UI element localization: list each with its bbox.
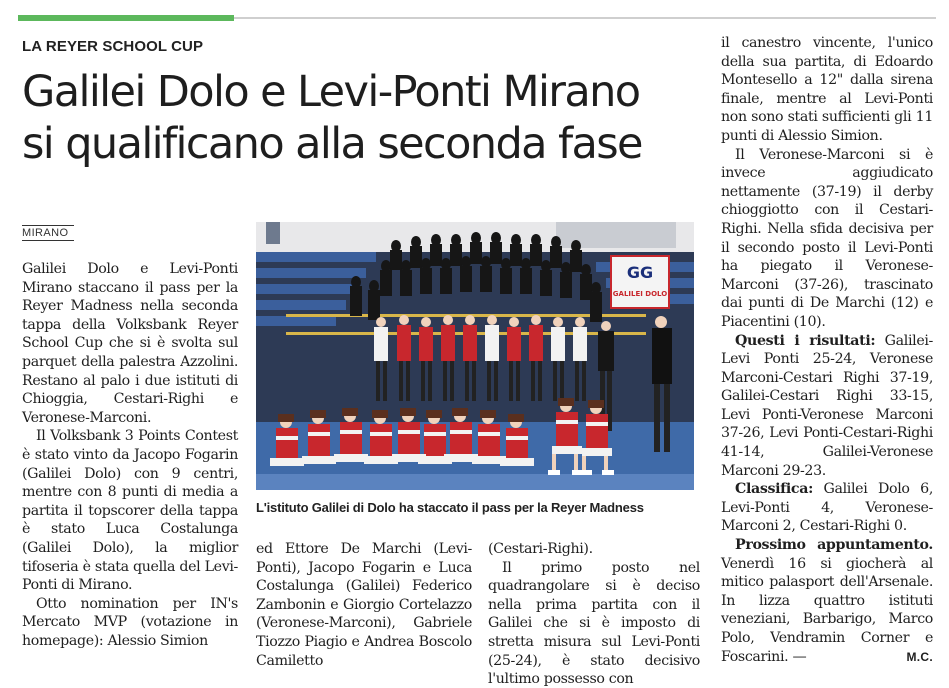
paragraph: Otto nomination per IN's Mercato MVP (votazione in homepage): Alessio Simion [22,595,238,649]
banner-text-1: GG [626,263,654,282]
results-label: Questi i risultati: [735,332,876,349]
photo-caption: L'istituto Galilei di Dolo ha staccato il pass per la Reyer Madness [256,500,644,515]
article-column-4 [721,34,933,666]
paragraph: il canestro vincente, l'unico della sua partita, di Edoardo Montesello a 12" dalla sirena finale, mentre al Levi-Ponti non sono stati sufficienti gli 11 punti di Alessio Simion. [721,35,933,144]
headline-line-2: si qualificano alla seconda fase [22,119,642,169]
standings-text: Galilei Dolo 6, Levi-Ponti 4, Veronese-Marconi 2, Cestari-Righi 0. [721,481,933,535]
article-column-2 [256,540,472,670]
headline-line-1: Galilei Dolo e Levi-Ponti Mirano [22,67,640,117]
results-paragraph [721,332,933,481]
paragraph: Il Veronese-Marconi si è invece aggiudicato nettamente (37-19) il derby chioggiotto con il Cestari-Righi. Nella sfida decisiva per il secondo posto il Levi-Ponti ha piegato il Veronese-Marconi (37-26), trascinato dai punti di De Marchi (12) e Piacentini (10). [721,146,933,330]
dateline-location: MIRANO [22,225,74,241]
paragraph: Il Volksbank 3 Points Contest è stato vinto da Jacopo Fogarin (Galilei Dolo) con 9 centri, mentre con 8 punti di media a partita il topscorer della tappa è stato Luca Costalunga (Galilei Dolo), la miglior tifoseria è stata quella del Levi-Ponti di Mirano. [22,428,238,594]
next-event-text: Venerdì 16 si giocherà al mitico palasport dell'Arsenale. In lizza quattro istituti veneziani, Barbarigo, Marco Polo, Vendramin Corner e Foscarini. — [721,555,933,665]
results-text: Galilei-Levi Ponti 25-24, Veronese Marconi-Cestari Righi 37-19, Galilei-Cestari Righi 33-15, Levi Ponti-Veronese Marconi 37-26, Levi Ponti-Cestari-Righi 41-14, Galilei-Veronese Marconi 29-23. [721,332,933,479]
next-event-label: Prossimo appuntamento. [735,537,933,554]
section-accent-bar [18,15,234,21]
next-event-paragraph [721,536,933,666]
standings-paragraph [721,480,933,536]
team-photo [256,222,694,490]
author-byline: M.C. [906,649,933,664]
standings-label: Classifica: [735,481,813,498]
paragraph: (Cestari-Righi). [488,541,593,557]
paragraph: Galilei Dolo e Levi-Ponti Mirano staccano il pass per la Reyer Madness nella seconda tappa della Volksbank Reyer School Cup che si è svolta sul parquet della palestra Azzolini. Restano al palo i due istituti di Chioggia, Cestari-Righi e Veronese-Marconi. [22,261,238,426]
headline [22,66,702,170]
paragraph: Il primo posto nel quadrangolare si è deciso nella prima partita con il Galilei che si è imposto di stretta misura sul Levi-Ponti (25-24), è stato decisivo l'ultimo possesso con [488,559,700,688]
article-column-3 [488,540,700,688]
team-photo-image [256,222,694,490]
banner-text-2: GALILEI DOLO [612,290,668,298]
kicker: LA REYER SCHOOL CUP [22,38,204,55]
paragraph: ed Ettore De Marchi (Levi-Ponti), Jacopo Fogarin e Luca Costalunga (Galilei) Federico Zambonin e Giorgio Cortelazzo (Veronese-Marconi), Gabriele Tiozzo Piagio e Andrea Boscolo Camiletto [256,541,472,669]
article-column-1 [22,260,238,650]
